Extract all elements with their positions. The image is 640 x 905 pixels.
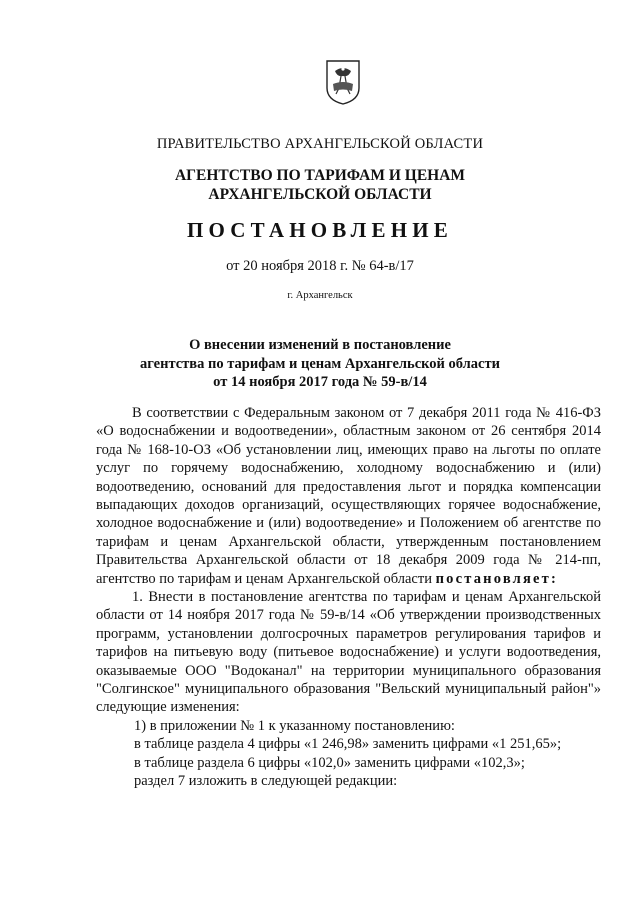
preamble-paragraph [96, 404, 601, 588]
agency-name-line-1: АГЕНТСТВО ПО ТАРИФАМ И ЦЕНАМ [174, 167, 466, 184]
sub-item-1: 1) в приложении № 1 к указанному постановлению: [134, 717, 455, 734]
document-type-title: ПОСТАНОВЛЕНИЕ [186, 218, 454, 242]
agency-name [0, 166, 640, 204]
document-city: г. Архангельск [287, 290, 353, 301]
government-name: ПРАВИТЕЛЬСТВО АРХАНГЕЛЬСКОЙ ОБЛАСТИ [156, 136, 484, 152]
change-line-b: в таблице раздела 6 цифры «102,0» заменить цифрами «102,3»; [134, 754, 525, 771]
change-line-a: в таблице раздела 4 цифры «1 246,98» заменить цифрами «1 251,65»; [134, 736, 562, 753]
change-line-c: раздел 7 изложить в следующей редакции: [134, 773, 398, 790]
subject-line-3: от 14 ноября 2017 года № 59-в/14 [213, 374, 427, 390]
item-1-paragraph: 1. Внести в постановление агентства по тарифам и ценам Архангельской области от 14 ноября 2017 года № 59-в/14 «Об утверждении производственных программ, установлении долгосрочных параметров регулирования тарифов и тарифов на питьевую воду (питьевое водоснабжение) и услуги водоотведения, оказываемые ООО "Водоканал" на территории муниципального образования "Солгинское" муниципального образования "Вельский муниципальный район"» следующие изменения: [96, 589, 601, 716]
resolves-word: постановляет: [435, 570, 559, 587]
coat-of-arms-icon [324, 58, 362, 106]
item-1-block [96, 588, 601, 790]
subject-line-2: агентства по тарифам и ценам Архангельской области [140, 355, 500, 372]
document-subject [0, 336, 640, 392]
document-date-number: от 20 ноября 2018 г. № 64-в/17 [226, 258, 414, 274]
subject-line-1: О внесении изменений в постановление [189, 337, 451, 353]
preamble-text: В соответствии с Федеральным законом от 7 декабря 2011 года № 416-ФЗ «О водоснабжении и водоотведении», областным законом от 26 сентября 2014 года № 168-10-ОЗ «Об установлении лиц, имеющих право на льготы по оплате услуг по горячему водоснабжению, холодному водоснабжению и (или) водоотведению, оснований для предоставления льгот и порядка компенсации выпадающих доходов организаций, осуществляющих горячее водоснабжение, холодное водоснабжение и (или) водоотведение» и Положением об агентстве по тарифам и ценам Архангельской области, утвержденным постановлением Правительства Архангельской области от 18 декабря 2009 года № 214-пп, агентство по тарифам и ценам Архангельской области [96, 405, 601, 587]
agency-name-line-2: АРХАНГЕЛЬСКОЙ ОБЛАСТИ [208, 186, 432, 203]
